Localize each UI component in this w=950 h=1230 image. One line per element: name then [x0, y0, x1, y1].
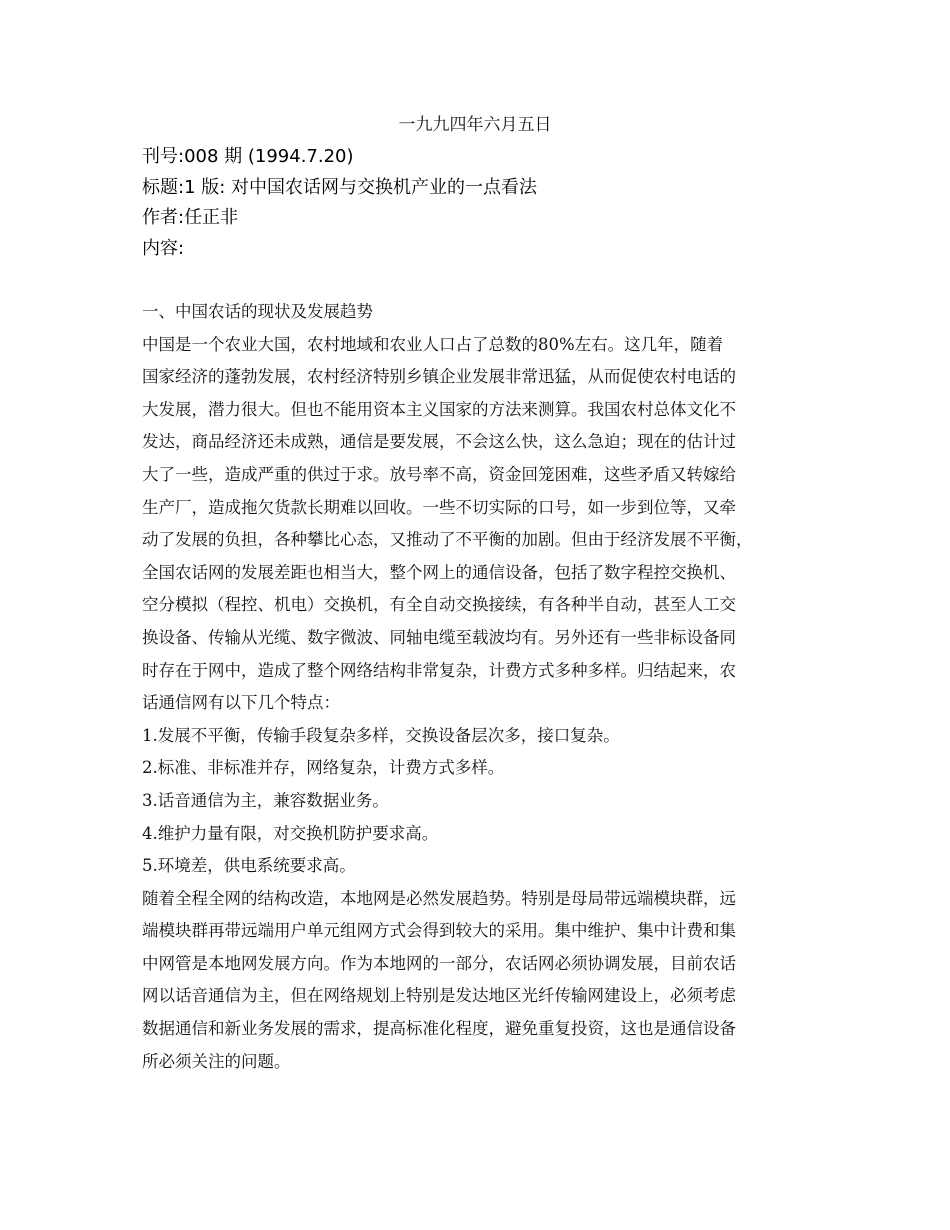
body-line: 中网管是本地网发展方向。作为本地网的一部分，农话网必须协调发展，目前农话 — [142, 953, 736, 973]
body-line: 全国农话网的发展差距也相当大，整个网上的通信设备，包括了数字程控交换机、 — [142, 562, 736, 582]
issue-line: 刊号:008 期 (1994.7.20) — [142, 146, 354, 167]
body-line: 5.环境差，供电系统要求高。 — [142, 856, 356, 876]
content-label: 内容: — [142, 237, 185, 259]
body-line: 网以话音通信为主，但在网络规划上特别是发达地区光纤传输网建设上，必须考虑 — [142, 986, 736, 1006]
body-line: 动了发展的负担，各种攀比心态，又推动了不平衡的加剧。但由于经济发展不平衡， — [142, 530, 753, 550]
body-line: 端模块群再带远端用户单元组网方式会得到较大的采用。集中维护、集中计费和集 — [142, 921, 736, 941]
body-line: 所必须关注的问题。 — [142, 1051, 291, 1071]
body-line: 中国是一个农业大国，农村地域和农业人口占了总数的80%左右。这几年，随着 — [142, 334, 724, 354]
author-line: 作者:任正非 — [142, 207, 239, 228]
body-line: 数据通信和新业务发展的需求，提高标准化程度，避免重复投资，这也是通信设备 — [142, 1019, 736, 1039]
body-line: 大发展，潜力很大。但也不能用资本主义国家的方法来测算。我国农村总体文化不 — [142, 399, 736, 419]
section-heading: 一、中国农话的现状及发展趋势 — [142, 302, 373, 321]
body-line: 话通信网有以下几个特点： — [142, 693, 340, 713]
document-meta — [142, 142, 842, 264]
body-line: 2.标准、非标准并存，网络复杂，计费方式多样。 — [142, 758, 505, 778]
document-body — [142, 296, 822, 1078]
body-line: 1.发展不平衡，传输手段复杂多样，交换设备层次多，接口复杂。 — [142, 725, 620, 745]
body-line: 4.维护力量有限，对交换机防护要求高。 — [142, 823, 439, 843]
body-line: 生产厂，造成拖欠货款长期难以回收。一些不切实际的口号，如一步到位等，又牵 — [142, 497, 736, 517]
body-line: 3.话音通信为主，兼容数据业务。 — [142, 790, 389, 810]
body-line: 时存在于网中，造成了整个网络结构非常复杂，计费方式多种多样。归结起来，农 — [142, 660, 736, 680]
body-line: 大了一些，造成严重的供过于求。放号率不高，资金回笼困难，这些矛盾又转嫁给 — [142, 464, 736, 484]
body-line: 换设备、传输从光缆、数字微波、同轴电缆至载波均有。另外还有一些非标设备同 — [142, 627, 736, 647]
body-line: 国家经济的蓬勃发展，农村经济特别乡镇企业发展非常迅猛，从而促使农村电话的 — [142, 367, 736, 387]
title-line: 标题:1 版: 对中国农话网与交换机产业的一点看法 — [142, 176, 538, 198]
body-line: 空分模拟（程控、机电）交换机，有全自动交换接续，有各种半自动，甚至人工交 — [142, 595, 736, 615]
document-date: 一九九四年六月五日 — [398, 115, 552, 135]
body-line: 发达，商品经济还未成熟，通信是要发展，不会这么快，这么急迫；现在的估计过 — [142, 432, 736, 452]
body-line: 随着全程全网的结构改造，本地网是必然发展趋势。特别是母局带远端模块群，远 — [142, 888, 736, 908]
